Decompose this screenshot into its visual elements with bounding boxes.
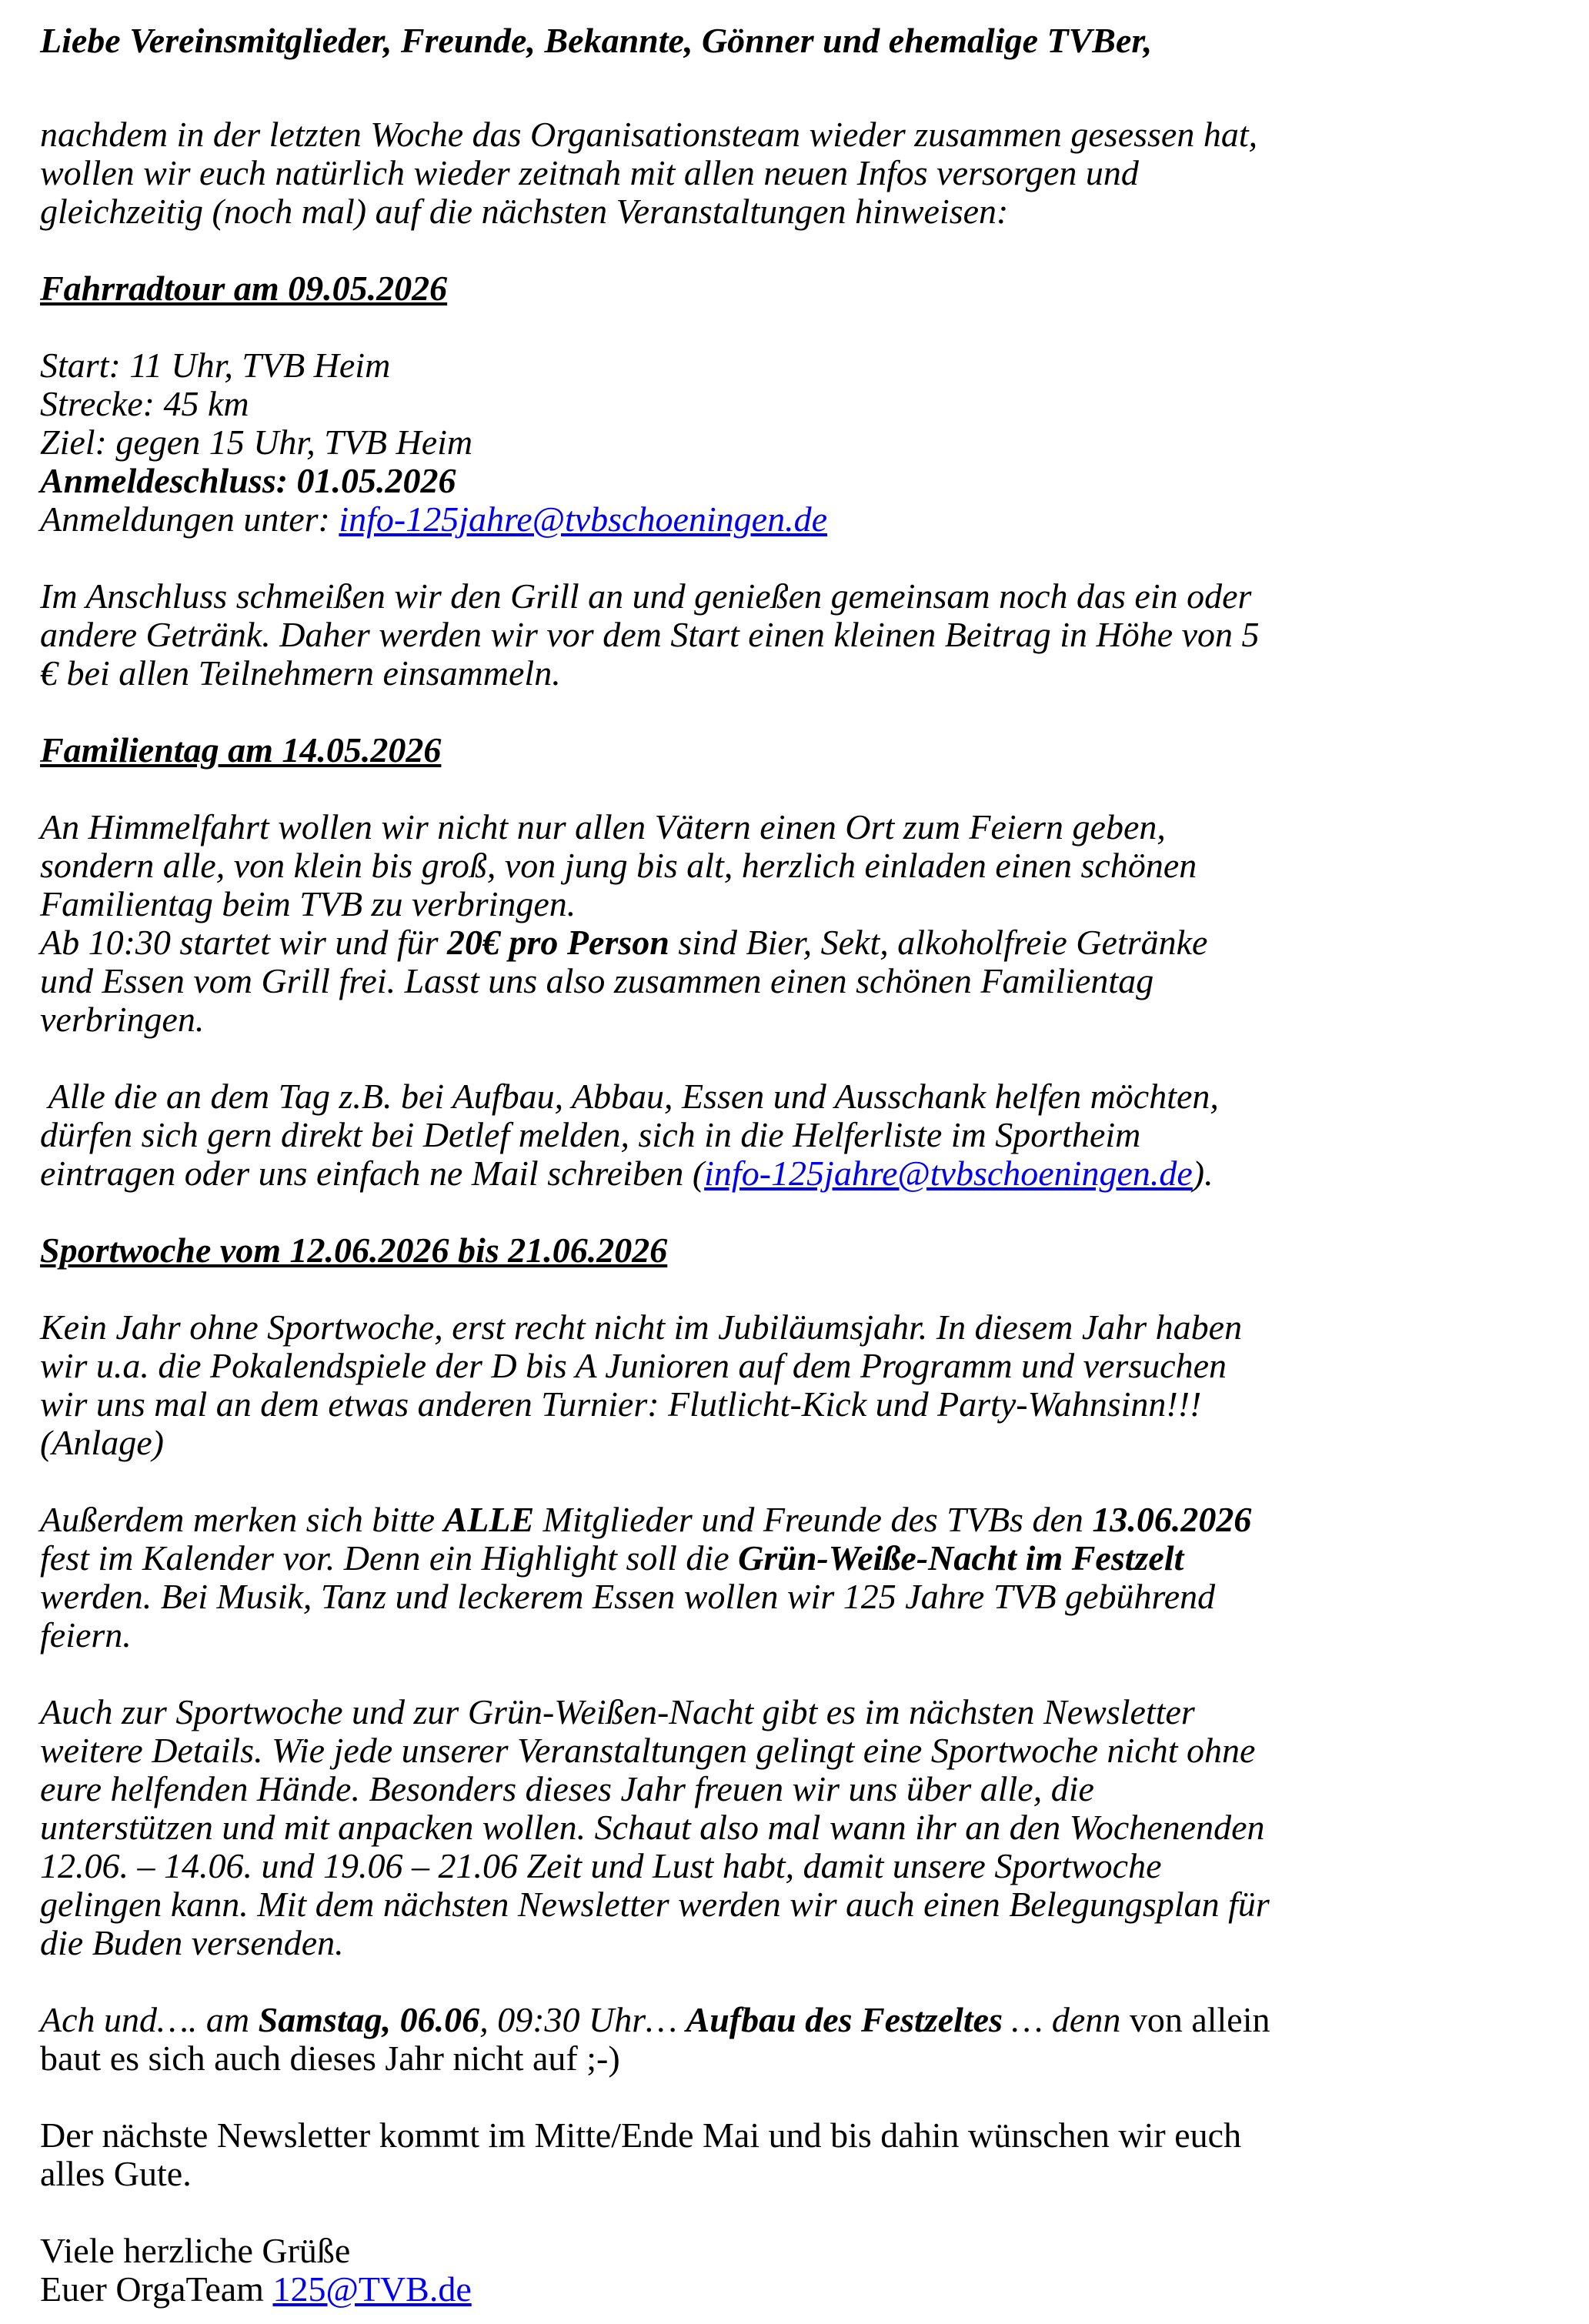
paragraph-line: sondern alle, von klein bis groß, von jung bis alt, herzlich einladen einen schönen	[40, 846, 1197, 885]
anmeldung-label: Anmeldungen unter:	[40, 499, 339, 539]
emphasis-date: Samstag, 06.06	[258, 2000, 480, 2039]
fahrradtour-start: Start: 11 Uhr, TVB Heim	[40, 346, 391, 385]
text-run: von allein	[1129, 2000, 1270, 2039]
paragraph-line	[40, 1501, 1548, 1539]
text-run: fest im Kalender vor. Denn ein Highlight soll die	[40, 1538, 739, 1578]
paragraph-line: € bei allen Teilnehmern einsammeln.	[40, 653, 561, 693]
sportwoche-heading: Sportwoche vom 12.06.2026 bis 21.06.2026	[40, 1230, 668, 1270]
paragraph-line: Kein Jahr ohne Sportwoche, erst recht nicht im Jubiläumsjahr. In diesem Jahr haben	[40, 1307, 1243, 1347]
paragraph-line: Alle die an dem Tag z.B. bei Aufbau, Abbau, Essen und Ausschank helfen möchten,	[40, 1077, 1219, 1116]
sportwoche-paragraph-1	[40, 1308, 1548, 1462]
text-run: , 09:30 Uhr…	[479, 2000, 686, 2039]
intro-line: wollen wir euch natürlich wieder zeitnah mit allen neuen Infos versorgen und	[40, 153, 1139, 192]
text-run: Mitglieder und Freunde des TVBs den	[534, 1500, 1093, 1539]
fahrradtour-strecke: Strecke: 45 km	[40, 384, 249, 423]
paragraph-line: alles Gute.	[40, 2154, 192, 2193]
paragraph-line: Der nächste Newsletter kommt im Mitte/Ende Mai und bis dahin wünschen wir euch	[40, 2115, 1242, 2155]
fahrradtour-ziel: Ziel: gegen 15 Uhr, TVB Heim	[40, 422, 473, 462]
intro-line: nachdem in der letzten Woche das Organisationsteam wieder zusammen gesessen hat,	[40, 115, 1258, 154]
text-run: Euer OrgaTeam	[40, 2269, 273, 2309]
paragraph-line: werden. Bei Musik, Tanz und leckerem Essen wollen wir 125 Jahre TVB gebührend	[40, 1577, 1216, 1616]
greeting: Liebe Vereinsmitglieder, Freunde, Bekannte, Gönner und ehemalige TVBer,	[40, 21, 1153, 60]
paragraph-line: Auch zur Sportwoche und zur Grün-Weißen-Nacht gibt es im nächsten Newsletter	[40, 1692, 1195, 1731]
paragraph-line	[40, 1539, 1548, 1578]
paragraph-line: und Essen vom Grill frei. Lasst uns also zusammen einen schönen Familientag	[40, 961, 1154, 1000]
text-run: … denn	[1003, 2000, 1130, 2039]
closing-paragraph	[40, 2116, 1548, 2193]
paragraph-line: baut es sich auch dieses Jahr nicht auf ;-)	[40, 2039, 620, 2078]
paragraph-line: 12.06. – 14.06. und 19.06 – 21.06 Zeit und Lust habt, damit unsere Sportwoche	[40, 1846, 1162, 1885]
paragraph-line: eure helfenden Hände. Besonders dieses Jahr freuen wir uns über alle, die	[40, 1769, 1094, 1808]
anmeldung-email-link[interactable]: info-125jahre@tvbschoeningen.de	[339, 499, 827, 539]
familientag-paragraph	[40, 808, 1548, 1039]
paragraph-line	[40, 1154, 1548, 1193]
emphasis-date: 13.06.2026	[1092, 1500, 1252, 1539]
signature	[40, 2270, 1548, 2309]
paragraph-line: die Buden versenden.	[40, 1923, 344, 1962]
signature-block	[40, 2232, 1548, 2309]
sportwoche-paragraph-2	[40, 1501, 1548, 1655]
text-run: Ach und…. am	[40, 2000, 259, 2039]
paragraph-line: wir uns mal an dem etwas anderen Turnier: Flutlicht-Kick und Party-Wahnsinn!!!	[40, 1384, 1202, 1424]
fahrradtour-details	[40, 346, 1548, 539]
paragraph-line: gelingen kann. Mit dem nächsten Newsletter werden wir auch einen Belegungsplan für	[40, 1885, 1270, 1924]
text-run: ).	[1192, 1154, 1213, 1193]
fahrradtour-paragraph	[40, 577, 1548, 693]
familientag-heading: Familientag am 14.05.2026	[40, 730, 442, 770]
paragraph-line: (Anlage)	[40, 1423, 164, 1462]
paragraph-line	[40, 923, 1548, 962]
paragraph-line	[40, 2001, 1548, 2039]
paragraph-line: unterstützen und mit anpacken wollen. Schaut also mal wann ihr an den Wochenenden	[40, 1808, 1265, 1847]
fahrradtour-anmeldung	[40, 500, 1548, 539]
price-highlight: 20€ pro Person	[447, 923, 669, 962]
paragraph-line: Familientag beim TVB zu verbringen.	[40, 884, 576, 923]
intro-paragraph	[40, 115, 1548, 231]
emphasis-event: Grün-Weiße-Nacht im Festzelt	[738, 1538, 1184, 1578]
paragraph-line: andere Getränk. Daher werden wir vor dem Start einen kleinen Beitrag in Höhe von 5	[40, 615, 1260, 654]
text-run: Ab 10:30 startet wir und für	[40, 923, 448, 962]
emphasis-alle: ALLE	[443, 1500, 535, 1539]
paragraph-line: weitere Details. Wie jede unserer Veranstaltungen gelingt eine Sportwoche nicht ohne	[40, 1731, 1256, 1770]
aufbau-paragraph	[40, 2001, 1548, 2078]
paragraph-line: Im Anschluss schmeißen wir den Grill an und genießen gemeinsam noch das ein oder	[40, 576, 1252, 616]
familientag-helper-paragraph	[40, 1077, 1548, 1193]
regards: Viele herzliche Grüße	[40, 2231, 351, 2270]
paragraph-line: feiern.	[40, 1615, 132, 1655]
text-run: eintragen oder uns einfach ne Mail schreiben (	[40, 1154, 705, 1193]
emphasis-event: Aufbau des Festzeltes	[686, 2000, 1003, 2039]
paragraph-line: verbringen.	[40, 1000, 205, 1039]
paragraph-line: An Himmelfahrt wollen wir nicht nur allen Vätern einen Ort zum Feiern geben,	[40, 807, 1166, 846]
fahrradtour-heading: Fahrradtour am 09.05.2026	[40, 269, 448, 308]
paragraph-line: wir u.a. die Pokalendspiele der D bis A Junioren auf dem Programm und versuchen	[40, 1346, 1227, 1385]
orgateam-email-link[interactable]: 125@TVB.de	[272, 2269, 472, 2309]
paragraph-line: dürfen sich gern direkt bei Detlef melden, sich in die Helferliste im Sportheim	[40, 1115, 1141, 1154]
text-run: sind Bier, Sekt, alkoholfreie Getränke	[669, 923, 1208, 962]
intro-line: gleichzeitig (noch mal) auf die nächsten Veranstaltungen hinweisen:	[40, 192, 1009, 231]
sportwoche-paragraph-3	[40, 1693, 1548, 1962]
helper-email-link[interactable]: info-125jahre@tvbschoeningen.de	[704, 1154, 1193, 1193]
fahrradtour-anmeldeschluss: Anmeldeschluss: 01.05.2026	[40, 461, 456, 500]
text-run: Außerdem merken sich bitte	[40, 1500, 444, 1539]
